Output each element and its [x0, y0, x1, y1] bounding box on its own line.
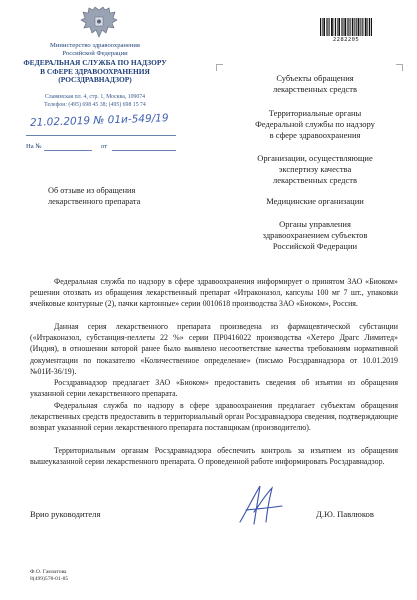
ministry-line: Министерство здравоохранения: [50, 42, 140, 49]
barcode-icon: [320, 18, 372, 36]
handwritten-signature-icon: [236, 482, 286, 528]
address-bracket-right: [396, 64, 403, 71]
agency-line: В СФЕРЕ ЗДРАВООХРАНЕНИЯ: [40, 66, 150, 76]
body-paragraph: Территориальным органам Росздравнадзора обеспечить контроль за изъятием из обращения вышеуказанной серии лекарственного препарата. О проведенной работе информировать Росздравнадзор.: [30, 446, 398, 467]
recipient-line: Медицинские организации: [266, 196, 364, 206]
recipient-line: экспертизу качества: [278, 164, 352, 174]
body-paragraph: Федеральная служба по надзору в сфере здравоохранения информирует о принятом ЗАО «Биоком» решении отозвать из обращения лекарственный препарат «Итраконазол, капсулы 100 мг 7 шт., упаковки ячейковые контурные (2), пачки картонные» серии 0010618 производства ЗАО «Биоком», Россия.: [30, 277, 398, 309]
ministry-line: Российской Федерации: [62, 50, 128, 57]
recipient-line: Федеральной службы по надзору: [255, 119, 375, 129]
reference-number-line: [44, 150, 92, 151]
executor-name: Ф.О. Гамзатова: [30, 569, 67, 575]
recipient-line: Организации, осуществляющие: [257, 153, 373, 163]
reference-date-line: [112, 150, 176, 151]
recipient-block: [240, 196, 390, 207]
recipient-block: [240, 153, 390, 186]
agency-name: [10, 59, 180, 85]
registration-number: 21.02.2019 № 01и-549/19: [29, 112, 169, 129]
reference-date-label: от: [101, 143, 108, 150]
letter-subject: [48, 186, 140, 207]
body-paragraph: Данная серия лекарственного препарата произведена из фармацевтической субстанции («Итраконазол, субстанция-пеллеты 22 %» серии ПР0416022 производства «Хетеро Драгс Лимитед» (Индия), в отношении которой ранее было выявлено несоответствие качества требованиям нормативной документации по показателю «Количественное определение» (письмо Росздравнадзора от 10.01.2019 №01И-36/19).: [30, 322, 398, 376]
signatory-position: Врио руководителя: [30, 509, 101, 519]
agency-address: [10, 94, 180, 110]
signatory-name: Д.Ю. Павлюков: [316, 509, 374, 519]
address-bracket-left: [216, 64, 223, 71]
subject-line: Об отзыве из обращения: [48, 186, 136, 195]
agency-line: (РОСЗДРАВНАДЗОР): [58, 75, 132, 85]
recipient-line: Органы управления: [279, 219, 351, 229]
body-paragraph: Росздравнадзор предлагает ЗАО «Биоком» предоставить сведения об изъятии из обращения указанной серии лекарственного препарата.: [30, 378, 398, 399]
recipient-line: в сфере здравоохранения: [269, 130, 361, 140]
recipient-block: [240, 219, 390, 252]
ministry-name: [10, 42, 180, 58]
executor-info: [30, 569, 68, 584]
recipient-line: здравоохранением субъектов: [262, 230, 368, 240]
executor-phone: 8(499)578-01-85: [30, 576, 69, 583]
recipient-line: Территориальные органы: [268, 108, 362, 118]
address-line: Славянская пл. 4, стр. 1, Москва, 109074: [44, 94, 146, 100]
subject-line: лекарственного препарата: [48, 196, 141, 206]
recipient-line: лекарственных средств: [273, 175, 357, 185]
recipient-block: [240, 108, 390, 141]
recipient-line: Российской Федерации: [272, 241, 358, 251]
coat-of-arms-icon: [80, 6, 118, 40]
body-paragraph: Федеральная служба по надзору в сфере здравоохранения предлагает субъектам обращения лекарственных средств предоставить в территориальный орган Росздравнадзора сведения, подтверждающие возврат указанной серии лекарственного препарата поставщикам (производителю).: [30, 401, 398, 433]
agency-line: ФЕДЕРАЛЬНАЯ СЛУЖБА ПО НАДЗОРУ: [23, 58, 167, 67]
recipient-line: лекарственных средств: [273, 84, 357, 94]
barcode-number: 2282205: [332, 37, 360, 43]
recipient-block: [240, 73, 390, 95]
address-line: Телефон: (495) 698 45 38; (495) 698 15 74: [44, 101, 146, 108]
recipient-line: Субъекты обращения: [276, 73, 354, 83]
reference-number-label: На №: [26, 143, 42, 150]
